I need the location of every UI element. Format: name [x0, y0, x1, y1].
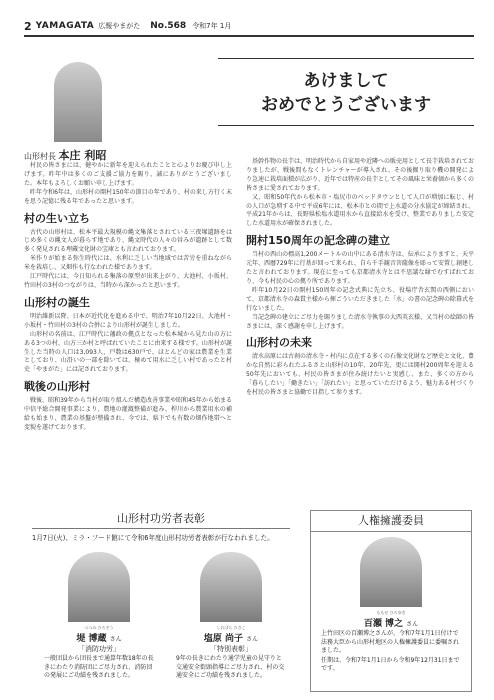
brand-subtitle: 広報やまがた	[98, 22, 141, 30]
commissioner-term: 任期は、令和7年1月1日から令和9年12月31日までです。	[321, 656, 460, 672]
section-paragraph: 当記念碑の建立にご尽力を賜りました清水寺執事の大西英玄様、又当村の絵師の皆さまには、深く感謝を申し上げます。	[246, 313, 475, 330]
mayor-caption	[24, 147, 144, 163]
commissioner-name-line	[321, 616, 461, 629]
intro-paragraph: 村民の皆さまには、健やかに新年を迎えられたことと心よりお慶び申し上げます。昨年中は多くのご支援ご協力を賜り、誠にありがとうございました。本年もよろしくお願い申し上げます。	[24, 162, 232, 187]
commissioner-name: 百瀬 博之	[363, 619, 403, 629]
section-paragraph: 又、昭和50年代から松本市・塩尻市のベッドタウンとして人口が増加に転じ、村の人口が急増する中で平成6年には、松本市との間で上水道の分水協定が締結され、平成21年からは、長野県松塩水道用水から直接給水を受け、整業でありました安定した水道用水が確保されました。	[246, 193, 474, 228]
issue-number: No.568	[150, 21, 187, 31]
recipient-name-line	[44, 631, 154, 644]
mayor-name: 本庄 利昭	[58, 149, 107, 162]
header-rule	[24, 35, 474, 37]
commissioner-ruby: ももせ ひろゆき	[376, 610, 406, 615]
issue-date: 令和7年 1月	[192, 22, 232, 30]
recipient-honorific: さん	[246, 636, 259, 643]
section-paragraph: 当村の西山の標高1,200メートルの山中にある清水寺は、伝承によりますと、天平元年、西暦729年に行基が回って来られ、自ら千手観音菩薩像を彫って安置し創建したと言われております。現在に至っても京都清水寺とは不思議な縁でむすばれており、今も村民の心の拠り所であります。	[246, 251, 474, 285]
brand-name: YAMAGATA	[35, 21, 95, 31]
recipient-ruby: しおばら ひさこ	[216, 625, 246, 630]
human-rights-commissioner	[321, 537, 461, 674]
recipient-award: 「消防功労」	[78, 645, 120, 653]
recipient-name: 堤 博蔵	[76, 634, 107, 644]
section-paragraph: 明治維新以降、日本が近代化を進める中で、明治7年10月22日、大池村・小坂村・竹田村の3村の合併により山形村が誕生しました。	[24, 312, 232, 329]
human-rights-box	[310, 510, 472, 692]
recipient-name-line	[176, 631, 286, 644]
award-recipient	[176, 552, 286, 681]
article-column-right	[246, 158, 474, 398]
commissioner-photo	[360, 537, 422, 607]
greeting-line-2: おめでとうございます	[261, 95, 431, 115]
section-paragraph: 江戸時代には、今日知られる集落の原型が出来上がり、大池村、小坂村、竹田村の3村のつながりは、当時から深かったと思います。	[24, 273, 232, 289]
recipient-name: 塩原 尚子	[203, 634, 243, 644]
intro-paragraph: 昨年令和6年は、山形村の開村150年の節目の年であり、村の来し方行く末を思う記憶に残る年であったと思います。	[24, 188, 232, 205]
section-heading-postwar: 戦後の山形村	[24, 380, 90, 394]
human-rights-heading: 人権擁護委員	[311, 511, 471, 532]
award-recipient	[44, 552, 154, 681]
recipient-honorific: さん	[109, 636, 122, 643]
recipient-photo	[200, 552, 262, 622]
section-paragraph: 山形村の名前は、江戸時代に藩政の拠点となった松本城から見た山の方にある3つの村、山方三か村と呼ばれていたことに由来する様です。山形村が誕生した当時の人口は3,093人、戸数は630戸で、ほとんどの家は農業を生業としており、山沿いの一部を除いては、極めて用水に乏しい村であったと村史「やまがた」には記されております。	[24, 330, 232, 374]
greeting-line-1: あけまして	[303, 71, 389, 91]
section-paragraph: 昨年10月22日の開村150周年の記念式典に先立ち、役場庁舎玄関の西側において、京都清水寺の森貫主様から揮ごういただきました「水」の書の記念碑の除幕式を行ないました。	[246, 286, 474, 312]
article-column-left	[24, 162, 232, 433]
recipient-award: 「特別表彰」	[210, 645, 252, 653]
section-heading-future: 山形村の未来	[246, 336, 312, 350]
mayor-photo	[54, 62, 102, 142]
recipient-photo	[68, 552, 130, 622]
section-heading-birth: 山形村の誕生	[24, 295, 90, 309]
awards-description: 1月7日(火)、ミラ・フード館にて令和6年度山形村功労者表彰が行なわれました。	[32, 534, 274, 542]
section-paragraph: 基幹作物の長芋は、明治時代から自家用や近隣への販売用として長芋栽培されておりましたが、戦後間もなくトレンチャーが導入され、その後掘り取り機の開発により急速に栽培面積が広がり、近年では特産の長芋としてその風味と栄養価から多くの皆さまに愛されております。	[246, 158, 475, 192]
section-paragraph: 米作りが始まる弥生時代には、水利に乏しい当地域では苦労を重ねながら米を栽培し、又畑作も行なわれた様であります。	[24, 255, 232, 272]
new-year-greeting	[218, 58, 474, 126]
recipient-description: 一般団員から団長まで通算年数18年の長きにわたり消防団にご尽力され、消防団の発展にご功績を残されました。	[44, 655, 154, 679]
mayor-title: 山形村長	[24, 152, 56, 161]
commissioner-honorific: さん	[406, 621, 419, 628]
section-heading-origins: 村の生い立ち	[24, 211, 90, 225]
page-number: 2	[24, 19, 32, 33]
section-paragraph: 戦後、昭和39年から当村が取り組んだ構造改善事業や昭和45年から始まる中信平総合開発事業により、農地の灌漑整備が進み、桿川から農業用水の補給も始まり、農業の基盤が整備され、今では、県下でも有数の畑作地帯へと変貌を遂げております。	[24, 397, 232, 431]
recipient-ruby: つつみ ひろぞう	[84, 625, 114, 630]
section-heading-monument: 開村150周年の記念碑の建立	[246, 234, 390, 248]
recipient-description: 9年の長きにわたり通学児童の見守りと交通安全街頭指導にご尽力され、村の交通安全にご功績を残されました。	[176, 655, 285, 679]
section-paragraph: 清水高原には古刹の清水寺・村内に点在する多くの石像文化財など歴史と文化、豊かな自然に彩られたふるさと山形村の10年、20年先、更には開村200周年を迎える50年先においても、村民の皆さまが住み続けたいと実感し、また、多くの方から「暮らしたい」「働きたい」「訪れたい」と思っていただけるよう、魅力ある村づくりを村民の皆さまと協働で目指して参ります。	[246, 353, 475, 397]
section-paragraph: 古代の山形村は、松本平最大規模の縄文集落とされている三夜塚遺跡をはじめ多くの縄文人が暮らす地であり、縄文時代の人々の営みが遺跡として数多く発見される埋蔵文化財の宝庫とも言われております。	[24, 228, 232, 254]
awards-heading: 山形村功労者表彰	[32, 512, 290, 529]
page-header	[24, 18, 474, 34]
commissioner-description: 上竹田区の百瀬博之さんが、令和7年1月1日付けで法務大臣から山形村地区の人権擁護委員に委嘱されました。	[321, 630, 460, 654]
